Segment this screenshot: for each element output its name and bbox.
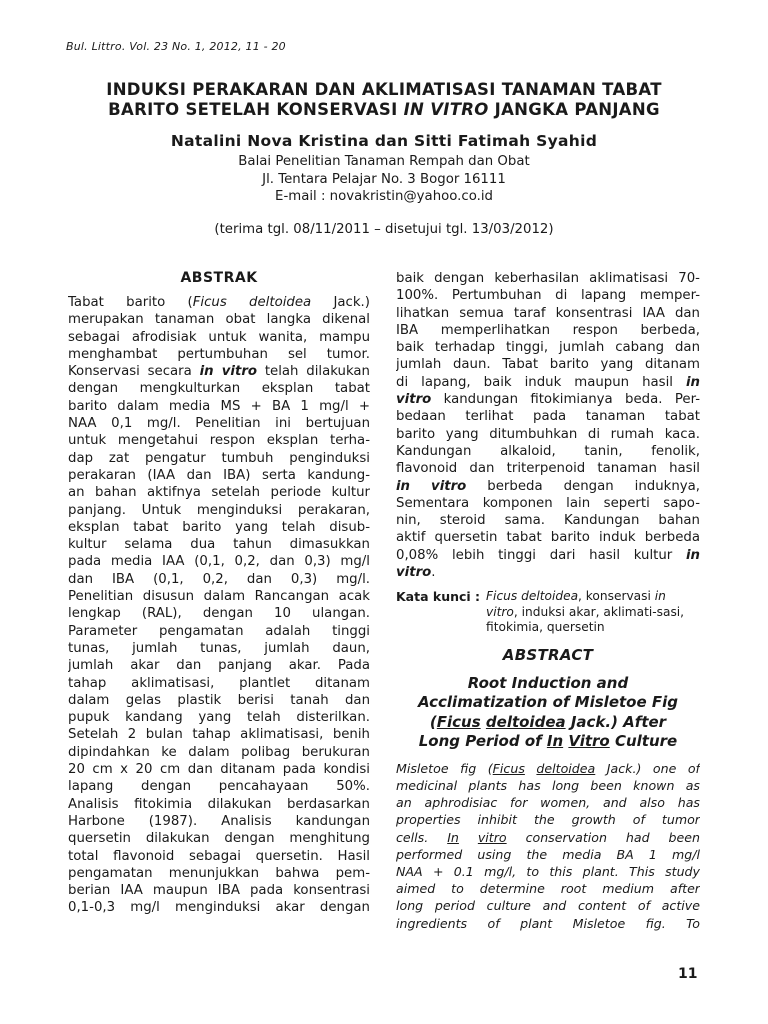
text-line: medicinal plants has long been known as [396,778,700,794]
text-line: vitro kandungan fitokimianya beda. Per- [396,392,700,408]
text-line: Penelitian disusun dalam Rancangan acak [68,589,370,605]
text-line: menghambat pertumbuhan sel tumor. [68,346,370,362]
text-line: total flavonoid sebagai quersetin. Hasil [68,848,370,864]
right-column [396,270,700,932]
english-title [396,674,700,752]
text-line: Konservasi secara in vitro telah dilakukan [68,364,370,380]
text-line: pada media IAA (0,1, 0,2, dan 0,3) mg/l [68,554,370,570]
text-line: di lapang, baik induk maupun hasil in [396,374,700,390]
english-title-line: Root Induction and [467,673,629,692]
text-line: bedaan terlihat pada tanaman tabat [396,409,700,425]
affiliation [60,153,708,206]
text-line: long period culture and content of active [396,898,700,914]
text-line: an bahan aktifnya setelah periode kultur [68,485,370,501]
authors: Natalini Nova Kristina dan Sitti Fatimah Syahid [170,132,598,150]
text-line: baik terhadap tinggi, jumlah cabang dan [396,340,700,356]
text-line: IBA memperlihatkan respon berbeda, [396,322,700,338]
text-line: baik dengan keberhasilan aklimatisasi 70- [396,271,700,286]
text-line: 0,1-0,3 mg/l menginduksi akar dengan [68,900,370,916]
left-column [68,270,370,917]
abstract-body [396,760,700,932]
abstrak-heading: ABSTRAK [180,270,258,286]
text-line: NAA + 0.1 mg/l, to this plant. This study [396,863,700,879]
text-line: flavonoid dan triterpenoid tanaman hasil [396,461,700,477]
text-line: dap zat pengatur tumbuh penginduksi [68,450,370,466]
email: E-mail : novakristin@yahoo.co.id [275,189,493,204]
text-line: aimed to determine root medium after [396,881,700,897]
institution: Balai Penelitian Tanaman Rempah dan Obat [238,154,530,169]
text-line: Sementara komponen lain seperti sapo- [396,495,700,511]
title-line-1: INDUKSI PERAKARAN DAN AKLIMATISASI TANAMAN TABAT [106,80,662,99]
text-line: jumlah akar dan panjang akar. Pada [68,658,370,674]
text-line: Misletoe fig (Ficus deltoidea Jack.) one of [396,760,700,776]
text-line: Tabat barito (Ficus deltoidea Jack.) [68,295,370,310]
english-title-line: (Ficus deltoidea Jack.) After [429,712,667,731]
title-line-2: BARITO SETELAH KONSERVASI IN VITRO JANGKA PANJANG [108,100,660,119]
english-title-line: Acclimatization of Misletoe Fig [417,693,678,712]
text-line: nin, steroid sama. Kandungan bahan [396,513,700,529]
text-line: pengamatan menunjukkan bahwa pem- [68,865,370,881]
abstrak-body-right [396,270,700,581]
received-dates: (terima tgl. 08/11/2011 – disetujui tgl. 13/03/2012) [214,222,554,237]
text-line: berian IAA maupun IBA pada konsentrasi [68,883,370,899]
text-line: tunas, jumlah tunas, jumlah daun, [68,640,370,656]
abstrak-body-left [68,294,370,917]
text-line: Setelah 2 bulan tahap aklimatisasi, benih [68,727,370,743]
text-line: lihatkan semua taraf konsentrasi IAA dan [396,305,700,321]
keywords-label: Kata kunci : [396,589,481,605]
text-line: in vitro berbeda dengan induknya, [396,478,700,494]
text-line: an aphrodisiac for women, and also has [396,795,700,811]
text-line: Parameter pengamatan adalah tinggi [68,623,370,639]
text-line: lengkap (RAL), dengan 10 ulangan. [68,606,370,622]
text-line: performed using the media BA 1 mg/l [396,846,700,862]
text-line: barito dalam media MS + BA 1 mg/l + [68,398,370,414]
text-line: Harbone (1987). Analisis kandungan [68,813,370,829]
text-line: jumlah daun. Tabat barito yang ditanam [396,357,700,373]
text-line: untuk mengetahui respon eksplan terha- [68,433,370,449]
text-line: lapang dengan pencahayaan 50%. [68,779,370,795]
keywords [396,589,700,636]
text-line: vitro. [396,565,436,581]
text-line: dengan mengkulturkan eksplan tabat [68,381,370,397]
text-line: eksplan tabat barito yang telah disub- [68,519,370,535]
text-line: aktif quersetin tabat barito induk berbeda [396,530,700,546]
text-line: Analisis fitokimia dilakukan berdasarkan [68,796,370,812]
text-line: 20 cm x 20 cm dan ditanam pada kondisi [68,762,370,778]
address: Jl. Tentara Pelajar No. 3 Bogor 16111 [262,171,506,187]
abstract-heading: ABSTRACT [502,645,594,664]
text-line: ingredients of plant Misletoe fig. To [396,915,700,931]
text-line: pupuk kandang yang telah disterilkan. [68,710,370,726]
text-line: dan IBA (0,1, 0,2, dan 0,3) mg/l. [68,571,370,587]
text-line: panjang. Untuk menginduksi perakaran, [68,502,370,518]
text-line: tahap aklimatisasi, plantlet ditanam [68,675,370,691]
text-line: NAA 0,1 mg/l. Penelitian ini bertujuan [68,416,370,432]
text-line: quersetin dilakukan dengan menghitung [68,831,370,847]
keywords-text: Ficus deltoidea, konservasi in vitro, induksi akar, aklimati-sasi, fitokimia, quersetin [486,589,685,635]
text-line: dalam gelas plastik berisi tanah dan [68,692,370,708]
journal-header: Bul. Littro. Vol. 23 No. 1, 2012, 11 - 20 [66,40,286,53]
text-line: cells. In vitro conservation had been [396,829,700,845]
text-line: properties inhibit the growth of tumor [396,812,700,828]
paper-title [60,80,708,120]
text-line: barito yang ditumbuhkan di rumah kaca. [396,426,700,442]
text-line: dipindahkan ke dalam polibag berukuran [68,744,370,760]
text-line: merupakan tanaman obat langka dikenal [68,312,370,328]
text-line: Kandungan alkaloid, tanin, fenolik, [396,443,700,459]
english-title-line: Long Period of In Vitro Culture [418,732,678,751]
page-number: 11 [678,966,698,982]
text-line: 100%. Pertumbuhan di lapang memper- [396,288,700,304]
text-line: 0,08% lebih tinggi dari hasil kultur in [396,547,700,563]
text-line: sebagai afrodisiak untuk wanita, mampu [68,329,370,345]
text-line: perakaran (IAA dan IBA) serta kandung- [68,467,370,483]
text-line: kultur selama dua tahun dimasukkan [68,537,370,553]
